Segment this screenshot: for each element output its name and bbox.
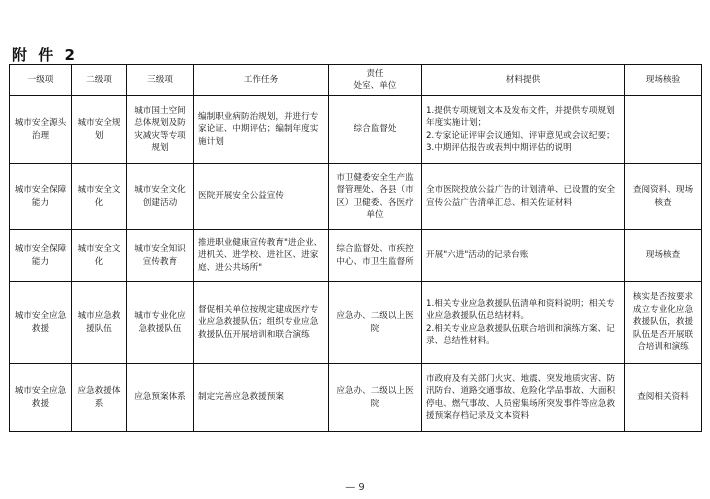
material-item: 2.相关专业应急救援队伍联合培训和演练方案、记录、总结性材料。 [426,323,615,346]
cell-level3: 城市专业化应急救援队伍 [127,282,194,364]
table-row [10,282,702,364]
cell-materials [422,96,625,164]
cell-task: 制定完善应急救援预案 [194,364,329,432]
cell-responsible: 应急办、二级以上医院 [329,364,422,432]
cell-inspection: 查阅相关资料 [625,364,702,432]
cell-task: 编制职业病防治规划，并进行专家论证、中期评估；编制年度实施计划 [194,96,329,164]
cell-level1: 城市安全保障能力 [10,164,72,230]
cell-materials [422,164,625,230]
header-level1: 一级项 [10,65,72,96]
header-materials: 材料提供 [422,65,625,96]
cell-responsible: 综合监督处 [329,96,422,164]
cell-level1: 城市安全应急救援 [10,364,72,432]
cell-level1: 城市安全保障能力 [10,230,72,282]
header-row [10,65,702,96]
cell-level2: 应急救援体系 [72,364,127,432]
table-row [10,96,702,164]
material-item: 2.专家论证评审会议通知、评审意见或会议纪要； [426,130,615,141]
cell-level3: 城市国土空间总体规划及防灾减灾等专项规划 [127,96,194,164]
cell-materials [422,230,625,282]
tasks-table [9,64,702,432]
attachment-title: 附 件 2 [12,46,78,64]
cell-level2: 城市安全文化 [72,164,127,230]
cell-inspection: 查阅资料、现场核查 [625,164,702,230]
cell-level3: 城市安全知识宣传教育 [127,230,194,282]
cell-responsible: 应急办、二级以上医院 [329,282,422,364]
cell-level2: 城市安全文化 [72,230,127,282]
header-task: 工作任务 [194,65,329,96]
page-number: — 9 [345,482,365,493]
cell-responsible: 市卫健委安全生产监督管理处、各县（市区）卫健委、各医疗单位 [329,164,422,230]
cell-responsible: 综合监督处、市疾控中心、市卫生监督所 [329,230,422,282]
cell-level1: 城市安全应急救援 [10,282,72,364]
cell-materials [422,282,625,364]
material-item: 市政府及有关部门火灾、地震、突发地质灾害、防汛防台、道路交通事故、危险化学品事故、大面积停电、燃气事故、人员密集场所突发事件等应急救援预案存档记录及文本资料 [426,373,616,421]
table-row [10,230,702,282]
cell-task: 督促相关单位按规定建成医疗专业应急救援队伍；组织专业应急救援队伍开展培训和联合演练 [194,282,329,364]
cell-task: 推进职业健康宣传教育"进企业、进机关、进学校、进社区、进家庭、进公共场所" [194,230,329,282]
cell-level2: 城市应急救援队伍 [72,282,127,364]
cell-level3: 城市安全文化创建活动 [127,164,194,230]
cell-materials [422,364,625,432]
header-responsible [329,65,422,96]
header-level3: 三级项 [127,65,194,96]
material-item: 开展"六进"活动的记录台账 [426,250,529,261]
cell-level1: 城市安全源头治理 [10,96,72,164]
material-item: 1.相关专业应急救援队伍清单和资料说明；相关专业应急救援队伍总结材料。 [426,298,615,322]
table-row [10,164,702,230]
header-inspection: 现场核验 [625,65,702,96]
cell-inspection: 核实是否按要求成立专业化应急救援队伍，救援队伍是否开展联合培训和演练 [625,282,702,364]
material-item: 1.提供专项规划文本及发布文件，并提供专项规划年度实施计划； [426,105,615,129]
cell-inspection: 现场核查 [625,230,702,282]
table-row [10,364,702,432]
cell-level3: 应急预案体系 [127,364,194,432]
material-item: 3.中期评估报告或表判中期评估的说明 [426,142,572,153]
material-item: 全市医院投放公益广告的计划清单、已设置的安全宣传公益广告清单汇总、相关佐证材料 [426,185,616,208]
cell-level2: 城市安全规划 [72,96,127,164]
header-level2: 二级项 [72,65,127,96]
cell-task: 医院开展安全公益宣传 [194,164,329,230]
header-responsible-sub: 处室、单位 [353,81,397,91]
header-responsible-label: 责任 [366,68,384,79]
cell-inspection [625,96,702,164]
